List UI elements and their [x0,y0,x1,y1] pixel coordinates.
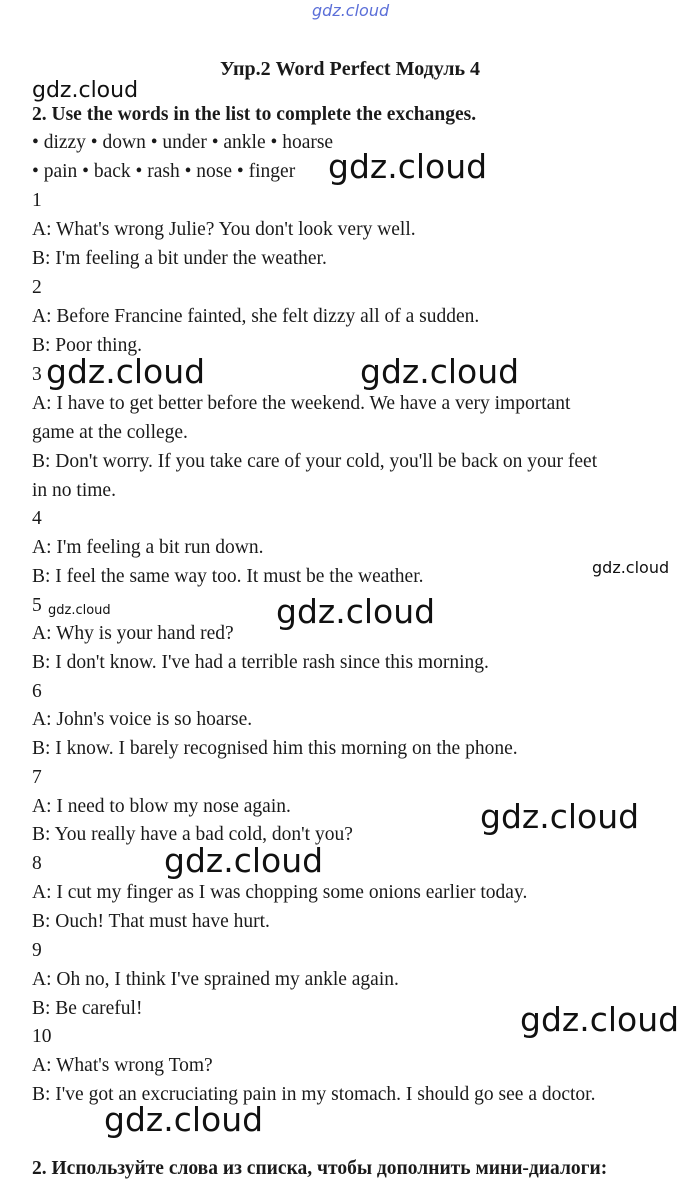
page-title: Упр.2 Word Perfect Модуль 4 [219,58,481,80]
watermark: gdz.cloud [360,352,520,391]
exchange-line-a: A: I have to get better before the weekend. We have a very important [32,393,571,414]
watermark: gdz.cloud [32,78,139,103]
exchange-line-b: B: I feel the same way too. It must be the weather. [32,566,424,587]
exchange-line-a: A: Before Francine fainted, she felt dizzy all of a sudden. [32,306,480,327]
exchange-number: 4 [32,508,42,529]
exchange-line-b: B: Ouch! That must have hurt. [32,911,270,932]
exchange-line-b-cont: in no time. [32,480,116,501]
exchange-number: 1 [32,190,42,211]
task-heading: 2. Use the words in the list to complete the exchanges. [32,104,477,125]
watermark: gdz.cloud [520,1000,680,1039]
translation-heading: 2. Используйте слова из списка, чтобы дополнить мини-диалоги: [32,1158,608,1179]
exchange-number: 2 [32,277,42,298]
exchange-number: 7 [32,767,42,788]
exchange-line-a: A: What's wrong Tom? [32,1055,213,1076]
exchange-line-b: B: Don't worry. If you take care of your cold, you'll be back on your feet [32,451,598,472]
exchange-line-a: A: John's voice is so hoarse. [32,709,253,730]
watermark-top: gdz.cloud [312,1,390,20]
exchange-line-b: B: Be careful! [32,998,143,1019]
exchange-number: 10 [32,1026,52,1047]
watermark: gdz.cloud [164,841,324,880]
watermark: gdz.cloud [592,558,670,577]
exchange-line-a: A: I cut my finger as I was chopping some onions earlier today. [32,882,528,903]
exchange-line-b: B: Poor thing. [32,335,142,356]
watermark: gdz.cloud [480,797,640,836]
exchange-line-b: B: I don't know. I've had a terrible rash since this morning. [32,652,489,673]
exchange-line-a-cont: game at the college. [32,422,188,443]
watermark: gdz.cloud [276,592,436,631]
exchange-line-a: A: Why is your hand red? [32,623,234,644]
exchange-line-b: B: I'm feeling a bit under the weather. [32,248,327,269]
watermark: gdz.cloud [48,603,111,618]
exchange-line-a: A: I'm feeling a bit run down. [32,537,264,558]
word-list-line: • pain • back • rash • nose • finger [32,161,296,182]
exchange-number: 3 [32,364,42,385]
exchange-number: 5 [32,595,42,616]
watermark: gdz.cloud [104,1100,264,1139]
exchange-line-b: B: You really have a bad cold, don't you? [32,824,353,845]
exchange-line-b: B: I've got an excruciating pain in my stomach. I should go see a doctor. [32,1084,596,1105]
word-list-line: • dizzy • down • under • ankle • hoarse [32,132,334,153]
exchange-number: 9 [32,940,42,961]
exchange-number: 6 [32,681,42,702]
watermark: gdz.cloud [328,147,488,186]
exchange-line-a: A: What's wrong Julie? You don't look very well. [32,219,416,240]
watermark: gdz.cloud [46,352,206,391]
exchange-line-a: A: I need to blow my nose again. [32,796,291,817]
exchange-line-a: A: Oh no, I think I've sprained my ankle again. [32,969,399,990]
exchange-line-b: B: I know. I barely recognised him this morning on the phone. [32,738,518,759]
exchange-number: 8 [32,853,42,874]
